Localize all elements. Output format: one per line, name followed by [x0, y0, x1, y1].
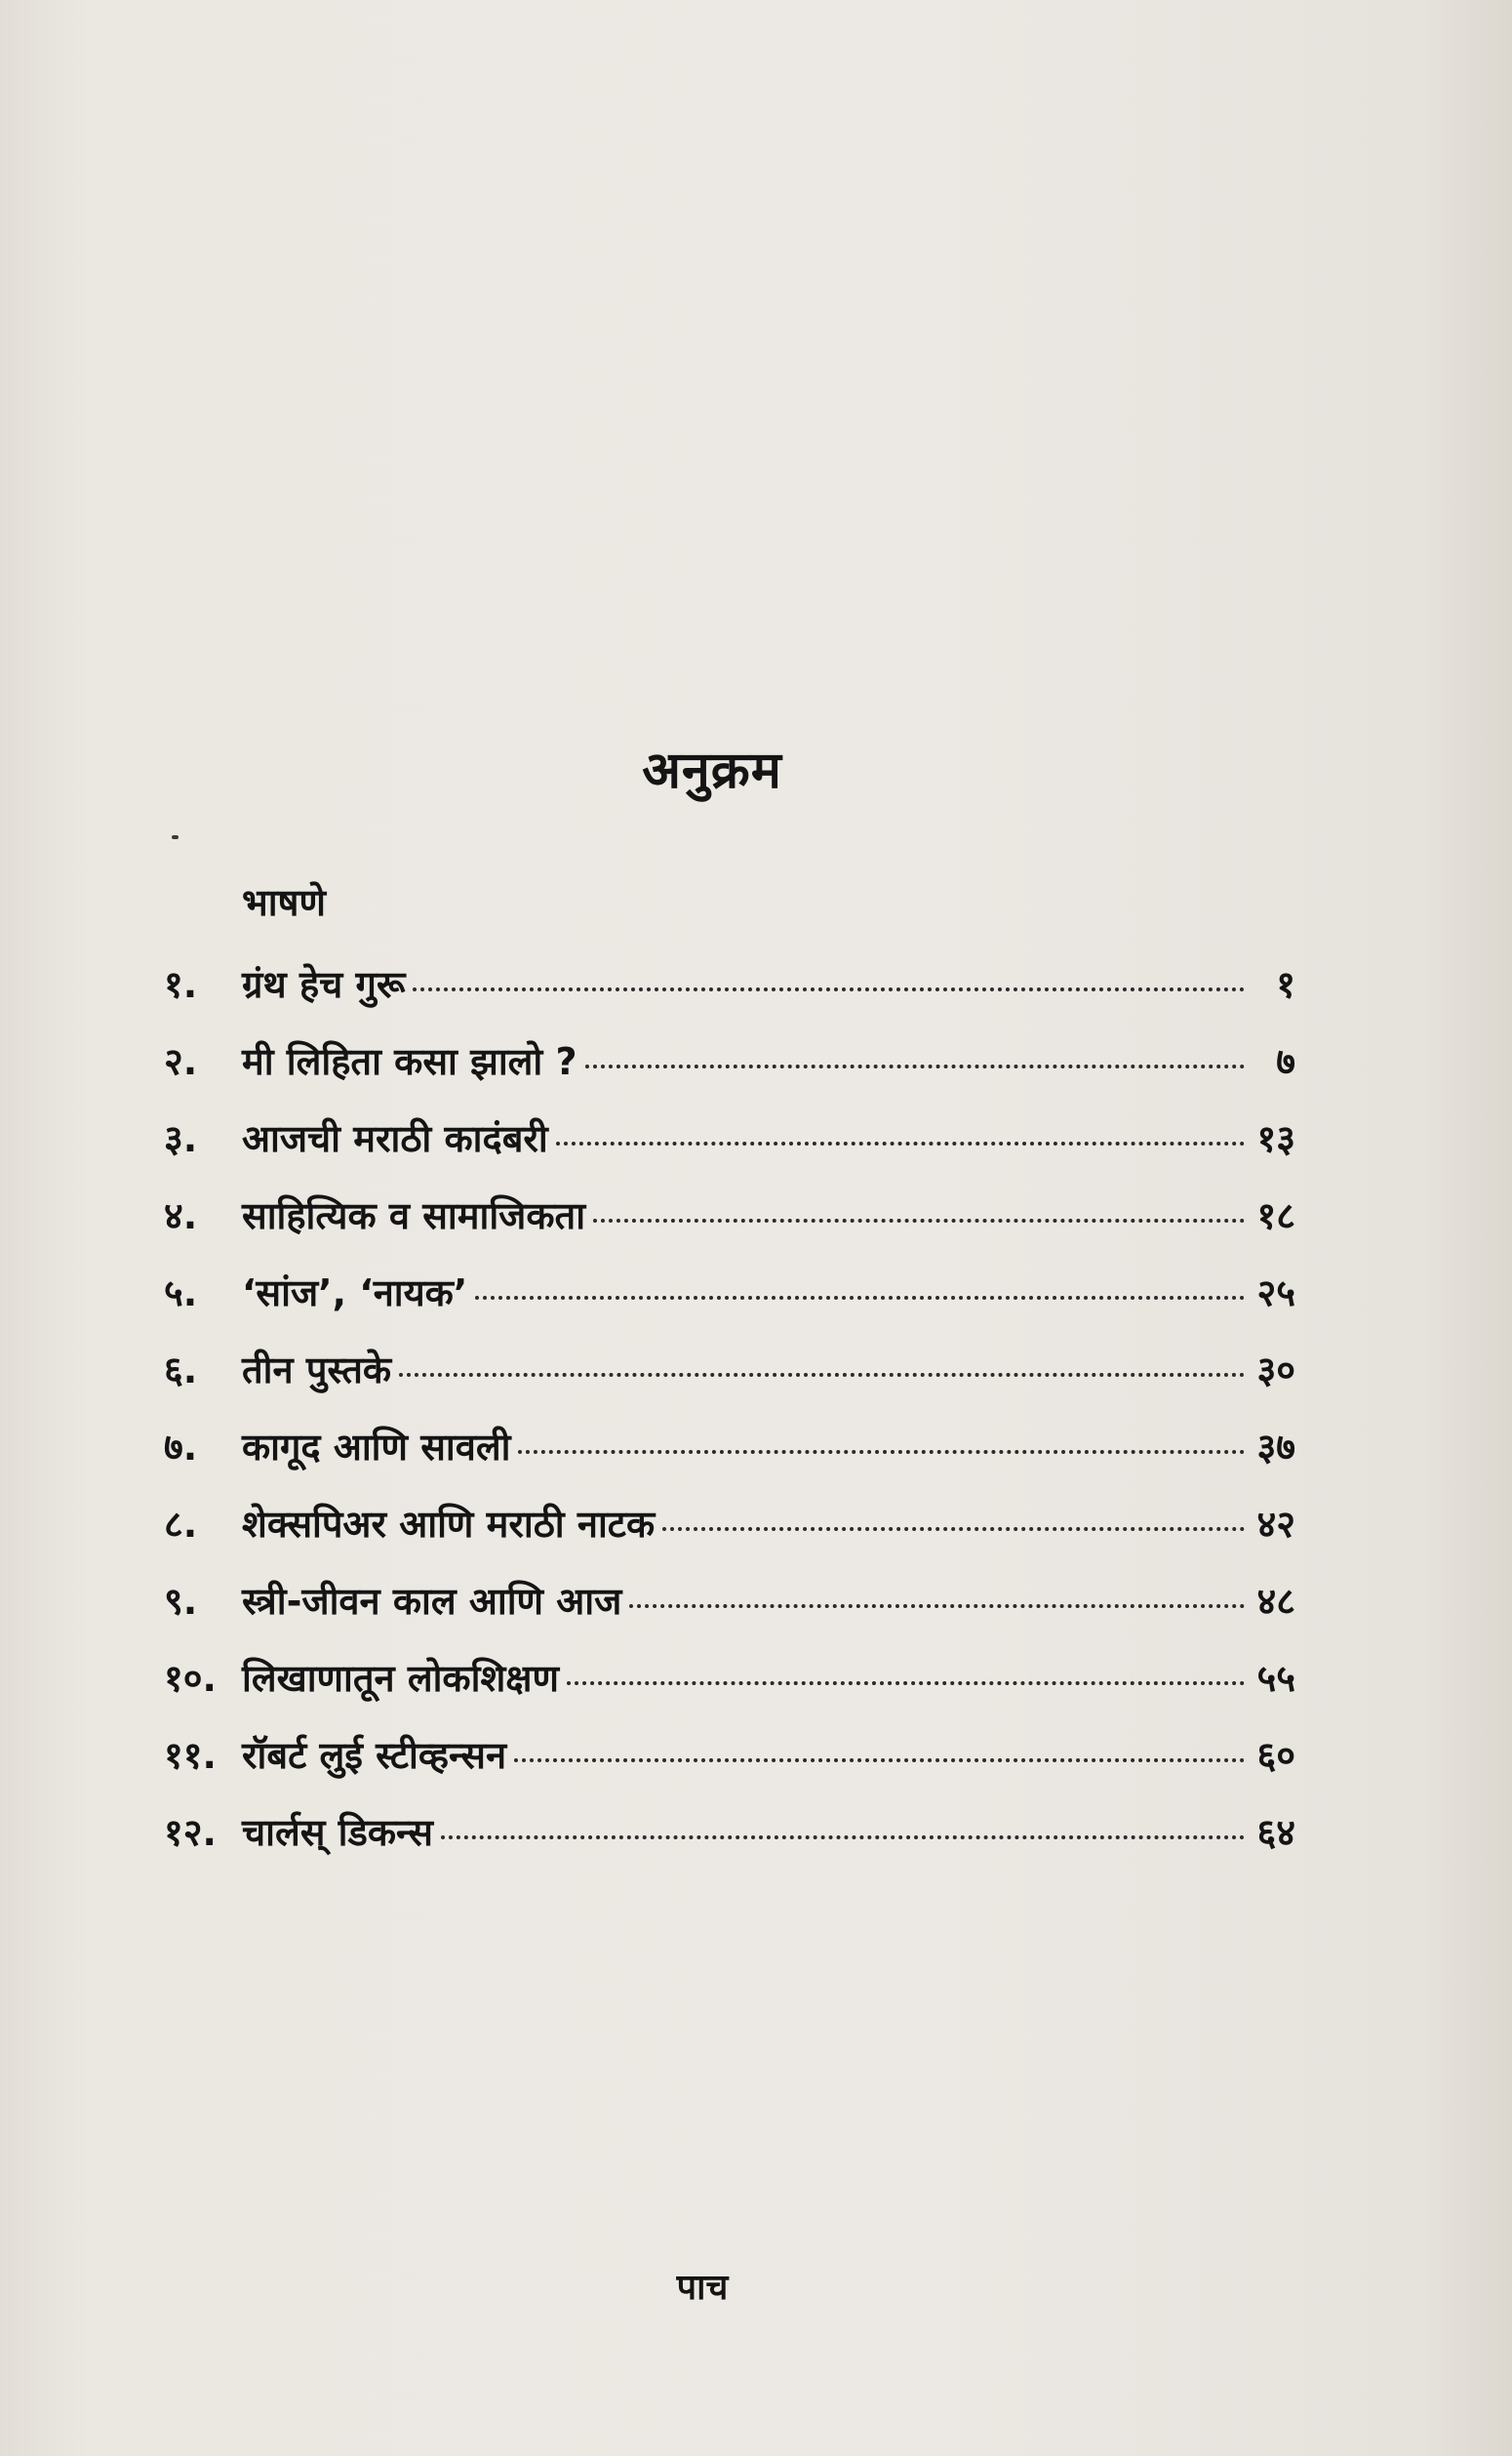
entry-page: ५५ — [1256, 1657, 1295, 1700]
entry-title: कागूद आणि सावली — [242, 1426, 511, 1469]
leader-dots — [629, 1604, 1245, 1608]
contents-title: अनुक्रम — [642, 742, 782, 800]
entry-title: स्त्री-जीवन काल आणि आज — [242, 1580, 622, 1623]
toc-entry — [164, 1112, 1295, 1189]
entry-page: ६० — [1256, 1734, 1295, 1777]
entry-title: शेक्सपिअर आणि मराठी नाटक — [242, 1503, 656, 1546]
toc-entry — [164, 1498, 1295, 1575]
entry-title: आजची मराठी कादंबरी — [242, 1117, 548, 1160]
toc-entry — [164, 1189, 1295, 1267]
entry-page: ३७ — [1256, 1426, 1295, 1469]
entry-page: ४२ — [1256, 1503, 1295, 1546]
entry-number: ६. — [164, 1349, 198, 1391]
entry-title: मी लिहिता कसा झालो ? — [242, 1040, 577, 1083]
leader-dots — [593, 1219, 1245, 1223]
entry-title: चार्लस् डिकन्स — [242, 1811, 433, 1854]
ink-speck — [172, 835, 179, 839]
toc-entry — [164, 1806, 1295, 1883]
leader-dots — [556, 1142, 1245, 1146]
entry-number: १. — [164, 963, 198, 1006]
entry-number: ४. — [164, 1194, 198, 1237]
entry-page: ६४ — [1256, 1811, 1295, 1854]
entry-number: ९. — [164, 1580, 198, 1623]
toc-entry — [164, 1575, 1295, 1652]
leader-dots — [518, 1450, 1245, 1454]
leader-dots — [441, 1835, 1245, 1839]
leader-dots — [475, 1296, 1245, 1300]
toc-entry — [164, 1344, 1295, 1421]
entry-number: १०. — [164, 1657, 217, 1700]
toc-entry — [164, 1421, 1295, 1498]
entry-page: ७ — [1276, 1040, 1295, 1083]
entry-page: ३० — [1256, 1349, 1295, 1391]
entry-page: २५ — [1256, 1271, 1295, 1314]
entry-title: ग्रंथ हेच गुरू — [242, 963, 406, 1006]
leader-dots — [567, 1681, 1245, 1685]
toc-entry — [164, 1035, 1295, 1112]
toc-entry — [164, 1267, 1295, 1344]
leader-dots — [662, 1527, 1245, 1531]
toc-entry — [164, 958, 1295, 1035]
entry-title: ‘सांज’, ‘नायक’ — [242, 1271, 468, 1314]
entry-number: ८. — [164, 1503, 198, 1546]
entry-title: लिखाणातून लोकशिक्षण — [242, 1657, 560, 1700]
toc-entry — [164, 1729, 1295, 1806]
section-heading: भाषणे — [242, 881, 326, 924]
entry-title: रॉबर्ट लुई स्टीव्हन्सन — [242, 1734, 507, 1777]
leader-dots — [585, 1065, 1245, 1068]
leader-dots — [413, 987, 1245, 991]
page-number-footer: पाच — [676, 2268, 729, 2308]
entry-page: १३ — [1256, 1117, 1295, 1160]
entry-number: २. — [164, 1040, 198, 1083]
entry-page: ४८ — [1256, 1580, 1295, 1623]
leader-dots — [514, 1758, 1245, 1762]
entry-page: १८ — [1256, 1194, 1295, 1237]
entry-title: साहित्यिक व सामाजिकता — [242, 1194, 586, 1237]
entry-number: ७. — [164, 1426, 198, 1469]
entry-number: ३. — [164, 1117, 198, 1160]
leader-dots — [399, 1373, 1245, 1377]
entry-title: तीन पुस्तके — [242, 1349, 392, 1391]
entry-page: १ — [1276, 963, 1295, 1006]
entry-number: ११. — [164, 1734, 217, 1777]
entry-number: ५. — [164, 1271, 198, 1314]
table-of-contents — [164, 958, 1295, 1883]
entry-number: १२. — [164, 1811, 217, 1854]
toc-entry — [164, 1652, 1295, 1729]
